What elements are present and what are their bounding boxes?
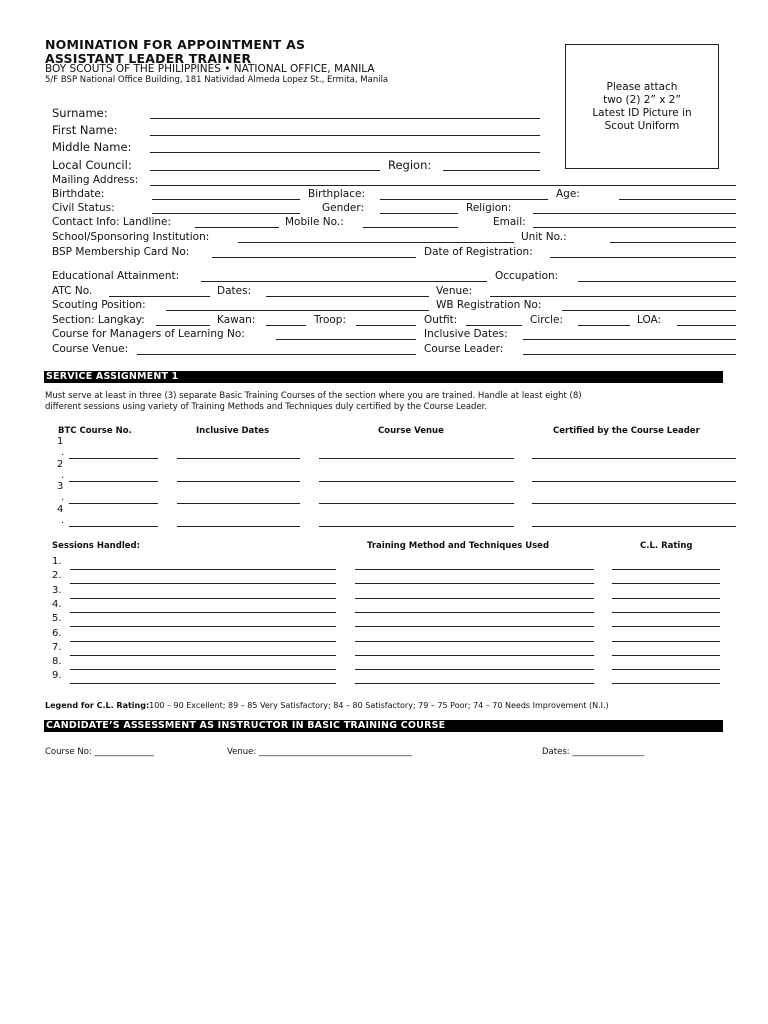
rating-field[interactable] — [612, 655, 720, 656]
atc-venue-field[interactable] — [490, 296, 736, 297]
local-council-field[interactable] — [150, 170, 380, 171]
bsp-card-label: BSP Membership Card No: — [52, 246, 190, 258]
btc-dates-field[interactable] — [177, 481, 300, 482]
course-managers-field[interactable] — [276, 339, 416, 340]
service-assignment-bar: SERVICE ASSIGNMENT 1 — [44, 371, 723, 383]
btc-certified-field[interactable] — [532, 458, 736, 459]
organization-address: 5/F BSP National Office Building, 181 Natividad Almeda Lopez St., Ermita, Manila — [45, 75, 389, 85]
methods-header: Training Method and Techniques Used — [367, 541, 550, 551]
region-field[interactable] — [443, 170, 540, 171]
inclusive-dates-field[interactable] — [523, 339, 736, 340]
educational-attainment-field[interactable] — [201, 281, 487, 282]
landline-field[interactable] — [195, 227, 279, 228]
btc-venue-field[interactable] — [319, 526, 514, 527]
mailing-address-label: Mailing Address: — [52, 174, 139, 186]
btc-course-field[interactable] — [69, 526, 158, 527]
venue-label: Venue: — [436, 285, 473, 297]
surname-label: Surname: — [52, 106, 108, 120]
mobile-label: Mobile No.: — [285, 216, 344, 228]
session-row-number: 7. — [52, 642, 62, 653]
occupation-label: Occupation: — [495, 270, 559, 282]
birthplace-label: Birthplace: — [308, 188, 365, 200]
session-field[interactable] — [70, 669, 336, 670]
legend-text: 100 – 90 Excellent; 89 – 85 Very Satisfactory; 84 – 80 Satisfactory; 79 – 75 Poor; 74 – 70 Needs Improvement (N.I.) — [149, 701, 609, 710]
session-row-number: 3. — [52, 585, 62, 596]
row-dot: . — [61, 470, 65, 481]
occupation-field[interactable] — [578, 281, 736, 282]
course-leader-label: Course Leader: — [424, 343, 504, 355]
atc-no-field[interactable] — [109, 296, 210, 297]
loa-label: LOA: — [637, 314, 662, 326]
btc-certified-field[interactable] — [532, 481, 736, 482]
btc-venue-field[interactable] — [319, 503, 514, 504]
row-dot: . — [61, 515, 65, 526]
scouting-position-label: Scouting Position: — [52, 299, 146, 311]
middle-name-label: Middle Name: — [52, 140, 132, 154]
assessment-venue[interactable]: Venue: ____________________________________ — [227, 747, 412, 757]
first-name-label: First Name: — [52, 123, 118, 137]
civil-status-field[interactable] — [152, 213, 300, 214]
gender-label: Gender: — [322, 202, 365, 214]
rating-field[interactable] — [612, 612, 720, 613]
instructions-line2: different sessions using variety of Training Methods and Techniques duly certified by the Course Leader. — [45, 402, 488, 412]
session-row-number: 2. — [52, 570, 62, 581]
session-field[interactable] — [70, 612, 336, 613]
rating-legend — [45, 701, 609, 710]
btc-dates-field[interactable] — [177, 458, 300, 459]
row-dot: . — [61, 447, 65, 458]
first-name-field[interactable] — [150, 135, 540, 136]
date-registration-field[interactable] — [550, 257, 736, 258]
mailing-address-field[interactable] — [150, 185, 736, 186]
certified-header: Certified by the Course Leader — [553, 426, 700, 436]
instructions-line1: Must serve at least in three (3) separate Basic Training Courses of the section where you are trained. Handle at least eight (8) — [45, 391, 582, 401]
session-field[interactable] — [70, 641, 336, 642]
course-venue-label: Course Venue: — [52, 343, 129, 355]
unit-no-label: Unit No.: — [521, 231, 567, 243]
session-row-number: 1. — [52, 556, 62, 567]
btc-row-number: 3 — [57, 481, 64, 492]
inclusive-dates-label: Inclusive Dates: — [424, 328, 508, 340]
wb-registration-label: WB Registration No: — [436, 299, 542, 311]
date-registration-label: Date of Registration: — [424, 246, 533, 258]
session-field[interactable] — [70, 583, 336, 584]
bsp-card-field[interactable] — [212, 257, 416, 258]
section-langkay-label: Section: Langkay: — [52, 314, 145, 326]
circle-field[interactable] — [578, 325, 630, 326]
method-field[interactable] — [355, 612, 594, 613]
session-field[interactable] — [70, 626, 336, 627]
assessment-course-no[interactable]: Course No: ______________ — [45, 747, 155, 757]
btc-venue-field[interactable] — [319, 481, 514, 482]
btc-dates-field[interactable] — [177, 526, 300, 527]
btc-row-number: 4 — [57, 504, 64, 515]
method-field[interactable] — [355, 598, 594, 599]
session-field[interactable] — [70, 683, 336, 684]
btc-dates-field[interactable] — [177, 503, 300, 504]
religion-label: Religion: — [466, 202, 512, 214]
row-dot: . — [61, 492, 65, 503]
scouting-position-field[interactable] — [166, 310, 429, 311]
age-field[interactable] — [619, 199, 736, 200]
outfit-label: Outfit: — [424, 314, 458, 326]
dates-label: Dates: — [217, 285, 252, 297]
btc-course-field[interactable] — [69, 503, 158, 504]
btc-course-field[interactable] — [69, 458, 158, 459]
form-title-line1: NOMINATION FOR APPOINTMENT AS — [45, 37, 306, 52]
surname-field[interactable] — [150, 118, 540, 119]
method-field[interactable] — [355, 626, 594, 627]
session-field[interactable] — [70, 569, 336, 570]
session-field[interactable] — [70, 655, 336, 656]
course-venue-header: Course Venue — [378, 426, 444, 436]
btc-row-number: 2 — [57, 459, 64, 470]
atc-no-label: ATC No. — [52, 285, 93, 297]
inclusive-dates-header: Inclusive Dates — [196, 426, 270, 436]
legend-label: Legend for C.L. Rating: — [45, 701, 150, 710]
school-field[interactable] — [238, 242, 514, 243]
region-label: Region: — [388, 158, 432, 172]
rating-field[interactable] — [612, 669, 720, 670]
method-field[interactable] — [355, 583, 594, 584]
session-row-number: 9. — [52, 670, 62, 681]
school-label: School/Sponsoring Institution: — [52, 231, 210, 243]
atc-dates-field[interactable] — [266, 296, 429, 297]
session-row-number: 8. — [52, 656, 62, 667]
rating-field[interactable] — [612, 598, 720, 599]
course-leader-field[interactable] — [523, 354, 736, 355]
session-row-number: 4. — [52, 599, 62, 610]
method-field[interactable] — [355, 669, 594, 670]
email-field[interactable] — [533, 227, 736, 228]
mobile-field[interactable] — [363, 227, 458, 228]
btc-course-header: BTC Course No. — [58, 426, 132, 436]
birthdate-field[interactable] — [152, 199, 300, 200]
course-managers-label: Course for Managers of Learning No: — [52, 328, 245, 340]
session-row-number: 5. — [52, 613, 62, 624]
session-field[interactable] — [70, 598, 336, 599]
assessment-bar: CANDIDATE’S ASSESSMENT AS INSTRUCTOR IN BASIC TRAINING COURSE — [44, 720, 723, 732]
middle-name-field[interactable] — [150, 152, 540, 153]
loa-field[interactable] — [677, 325, 736, 326]
rating-field[interactable] — [612, 641, 720, 642]
kawan-field[interactable] — [266, 325, 306, 326]
gender-field[interactable] — [380, 213, 458, 214]
rating-field[interactable] — [612, 583, 720, 584]
troop-field[interactable] — [356, 325, 416, 326]
method-field[interactable] — [355, 641, 594, 642]
method-field[interactable] — [355, 569, 594, 570]
rating-field[interactable] — [612, 569, 720, 570]
age-label: Age: — [556, 188, 580, 200]
btc-course-field[interactable] — [69, 481, 158, 482]
kawan-label: Kawan: — [217, 314, 256, 326]
form-title-line2: ASSISTANT LEADER TRAINER — [45, 51, 252, 66]
method-field[interactable] — [355, 683, 594, 684]
assessment-dates[interactable]: Dates: _________________ — [542, 747, 645, 757]
btc-row-number: 1 — [57, 436, 64, 447]
photo-instructions: Please attach two (2) 2” x 2” Latest ID Picture in Scout Uniform — [592, 81, 692, 132]
religion-field[interactable] — [533, 213, 736, 214]
sessions-header: Sessions Handled: — [52, 541, 140, 551]
rating-field[interactable] — [612, 683, 720, 684]
civil-status-label: Civil Status: — [52, 202, 115, 214]
email-label: Email: — [493, 216, 526, 228]
method-field[interactable] — [355, 655, 594, 656]
educational-attainment-label: Educational Attainment: — [52, 270, 180, 282]
photo-attachment-box[interactable] — [565, 44, 719, 169]
btc-venue-field[interactable] — [319, 458, 514, 459]
troop-label: Troop: — [314, 314, 347, 326]
birthplace-field[interactable] — [380, 199, 548, 200]
organization-name: BOY SCOUTS OF THE PHILIPPINES • NATIONAL OFFICE, MANILA — [45, 63, 375, 75]
outfit-field[interactable] — [466, 325, 522, 326]
rating-field[interactable] — [612, 626, 720, 627]
unit-no-field[interactable] — [610, 242, 736, 243]
btc-certified-field[interactable] — [532, 526, 736, 527]
birthdate-label: Birthdate: — [52, 188, 105, 200]
session-row-number: 6. — [52, 628, 62, 639]
course-venue-field[interactable] — [137, 354, 416, 355]
contact-landline-label: Contact Info: Landline: — [52, 216, 172, 228]
circle-label: Circle: — [530, 314, 564, 326]
wb-registration-field[interactable] — [562, 310, 736, 311]
btc-certified-field[interactable] — [532, 503, 736, 504]
langkay-field[interactable] — [156, 325, 210, 326]
local-council-label: Local Council: — [52, 158, 132, 172]
rating-header: C.L. Rating — [640, 541, 693, 551]
